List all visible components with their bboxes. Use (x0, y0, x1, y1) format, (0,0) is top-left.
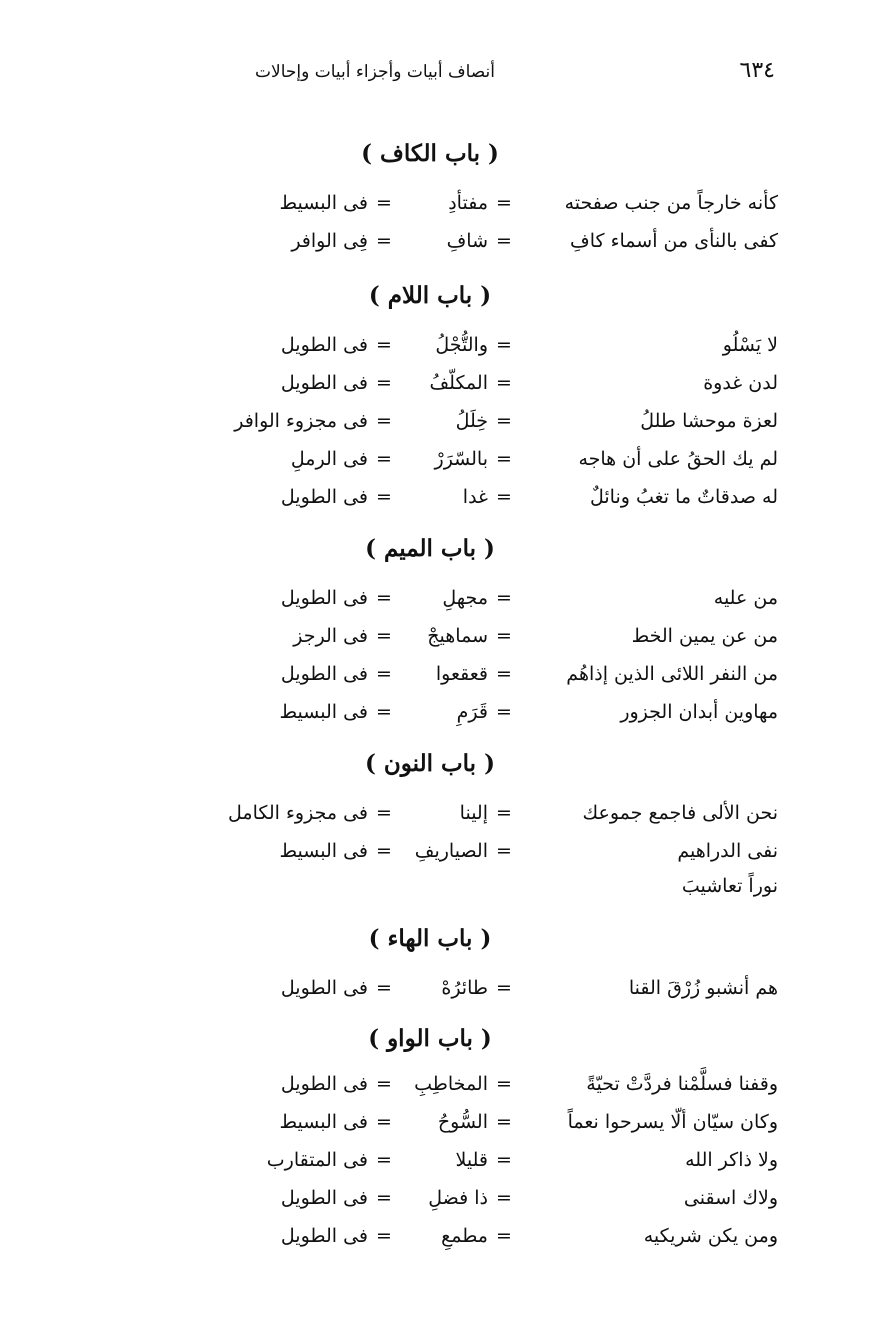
equals-sign: = (376, 192, 392, 214)
section-title: ( باب الهاء ) (368, 925, 492, 952)
entry-row (0, 230, 873, 266)
verse-fragment: لدن غدوة (703, 372, 778, 394)
equals-sign: = (496, 701, 512, 723)
entry-row (0, 875, 873, 911)
verse-fragment: لم يك الحقُ على أن هاجه (578, 448, 778, 470)
verse-fragment: من النفر اللائى الذين إذاهُم (566, 663, 778, 685)
equals-sign: = (376, 587, 392, 609)
rhyme-word: إلينا (459, 802, 488, 824)
meter-name: فى الطويل (280, 977, 368, 999)
verse-fragment: ولاك اسقنى (683, 1187, 778, 1209)
section-title: ( باب النون ) (365, 750, 495, 777)
equals-sign: = (496, 334, 512, 356)
entry-row (0, 1111, 873, 1147)
meter-name: فى الطويل (280, 663, 368, 685)
rhyme-word: مجهلِ (442, 587, 488, 609)
equals-sign: = (496, 1111, 512, 1133)
verse-fragment: وكان سيّان ألّا يسرحوا نعماً (567, 1111, 778, 1133)
verse-fragment: ولا ذاكر الله (685, 1149, 778, 1171)
entry-row (0, 410, 873, 446)
rhyme-word: بالسّرَرْ (434, 448, 488, 470)
meter-name: فى البسيط (279, 701, 368, 723)
equals-sign: = (376, 1187, 392, 1209)
equals-sign: = (376, 977, 392, 999)
rhyme-word: قليلا (455, 1149, 488, 1171)
verse-fragment: نوراً تعاشيبَ (681, 875, 778, 897)
verse-fragment: وقفنا فسلَّمْنا فردَّتْ تحيّةً (586, 1073, 778, 1095)
meter-name: فى الطويل (280, 1225, 368, 1247)
equals-sign: = (496, 977, 512, 999)
equals-sign: = (376, 802, 392, 824)
verse-fragment: مهاوين أبدان الجزور (620, 701, 778, 723)
equals-sign: = (496, 1073, 512, 1095)
equals-sign: = (496, 486, 512, 508)
entry-row (0, 372, 873, 408)
equals-sign: = (376, 1073, 392, 1095)
entry-row (0, 448, 873, 484)
equals-sign: = (496, 448, 512, 470)
equals-sign: = (376, 486, 392, 508)
rhyme-word: خِلَلُ (455, 410, 488, 432)
section-title: ( باب الميم ) (365, 535, 495, 562)
meter-name: فى المتقارب (266, 1149, 368, 1171)
rhyme-word: سماهيجْ (427, 625, 488, 647)
verse-fragment: نحن الألى فاجمع جموعك (582, 802, 778, 824)
meter-name: فى البسيط (279, 192, 368, 214)
rhyme-word: ذا فضلِ (428, 1187, 488, 1209)
meter-name: فى الطويل (280, 372, 368, 394)
section-title: ( باب الكاف ) (361, 140, 499, 167)
equals-sign: = (496, 372, 512, 394)
entry-row (0, 802, 873, 838)
entry-row (0, 701, 873, 737)
equals-sign: = (376, 1149, 392, 1171)
rhyme-word: قعقعوا (435, 663, 488, 685)
entry-row (0, 1149, 873, 1185)
entry-row (0, 625, 873, 661)
verse-fragment: لعزة موحشا طللُ (640, 410, 778, 432)
equals-sign: = (376, 840, 392, 862)
page-number: ٦٣٤ (739, 58, 775, 83)
meter-name: فى الطويل (280, 486, 368, 508)
entry-row (0, 1225, 873, 1261)
meter-name: فِى الوافر (291, 230, 368, 252)
rhyme-word: السُّوحُ (437, 1111, 488, 1133)
meter-name: فى مجزوء الوافر (234, 410, 368, 432)
rhyme-word: الصياريفِ (414, 840, 488, 862)
entry-row (0, 486, 873, 522)
equals-sign: = (496, 802, 512, 824)
entry-row (0, 977, 873, 1013)
equals-sign: = (376, 410, 392, 432)
rhyme-word: المكلّفُ (429, 372, 488, 394)
equals-sign: = (376, 663, 392, 685)
rhyme-word: شافِ (446, 230, 488, 252)
section-title: ( باب الواو ) (368, 1025, 492, 1052)
equals-sign: = (496, 1187, 512, 1209)
verse-fragment: كأنه خارجاً من جنب صفحته (564, 192, 778, 214)
meter-name: فى الطويل (280, 334, 368, 356)
meter-name: فى البسيط (279, 1111, 368, 1133)
rhyme-word: قَرَمِ (456, 701, 488, 723)
verse-fragment: له صدقاتٌ ما تغبُ ونائلٌ (589, 486, 778, 508)
verse-fragment: لا يَسْلُو (722, 334, 778, 356)
page-header (255, 58, 775, 94)
section-title: ( باب اللام ) (368, 282, 492, 309)
equals-sign: = (496, 192, 512, 214)
equals-sign: = (496, 230, 512, 252)
meter-name: فى الطويل (280, 1187, 368, 1209)
rhyme-word: طائرُهْ (441, 977, 488, 999)
entry-row (0, 587, 873, 623)
equals-sign: = (376, 701, 392, 723)
equals-sign: = (496, 410, 512, 432)
rhyme-word: مفتأدِ (448, 192, 488, 214)
equals-sign: = (496, 1225, 512, 1247)
verse-fragment: ومن يكن شريكيه (643, 1225, 778, 1247)
equals-sign: = (496, 663, 512, 685)
equals-sign: = (376, 230, 392, 252)
verse-fragment: من عن يمين الخط (631, 625, 778, 647)
equals-sign: = (376, 625, 392, 647)
equals-sign: = (376, 1111, 392, 1133)
meter-name: فى مجزوء الكامل (228, 802, 368, 824)
equals-sign: = (376, 1225, 392, 1247)
meter-name: فى الطويل (280, 587, 368, 609)
verse-fragment: هم أنشبو زُرْقَ القنا (628, 977, 778, 999)
equals-sign: = (376, 448, 392, 470)
equals-sign: = (376, 334, 392, 356)
entry-row (0, 334, 873, 370)
verse-fragment: نفى الدراهيم (677, 840, 778, 862)
meter-name: فى الطويل (280, 1073, 368, 1095)
equals-sign: = (496, 1149, 512, 1171)
rhyme-word: مطمعِ (441, 1225, 488, 1247)
meter-name: فى الرجز (293, 625, 368, 647)
equals-sign: = (496, 625, 512, 647)
entry-row (0, 840, 873, 876)
equals-sign: = (496, 587, 512, 609)
meter-name: فى الرملِ (290, 448, 368, 470)
entry-row (0, 663, 873, 699)
meter-name: فى البسيط (279, 840, 368, 862)
entry-row (0, 1187, 873, 1223)
entry-row (0, 192, 873, 228)
equals-sign: = (496, 840, 512, 862)
equals-sign: = (376, 372, 392, 394)
rhyme-word: غدا (462, 486, 488, 508)
verse-fragment: كفى بالنأى من أسماء كافِ (570, 230, 778, 252)
running-title: أنصاف أبيات وأجزاء أبيات وإحالات (255, 62, 496, 82)
entry-row (0, 1073, 873, 1109)
rhyme-word: المخاطِبِ (414, 1073, 488, 1095)
rhyme-word: والتُّجْلُ (435, 334, 488, 356)
verse-fragment: من عليه (713, 587, 778, 609)
